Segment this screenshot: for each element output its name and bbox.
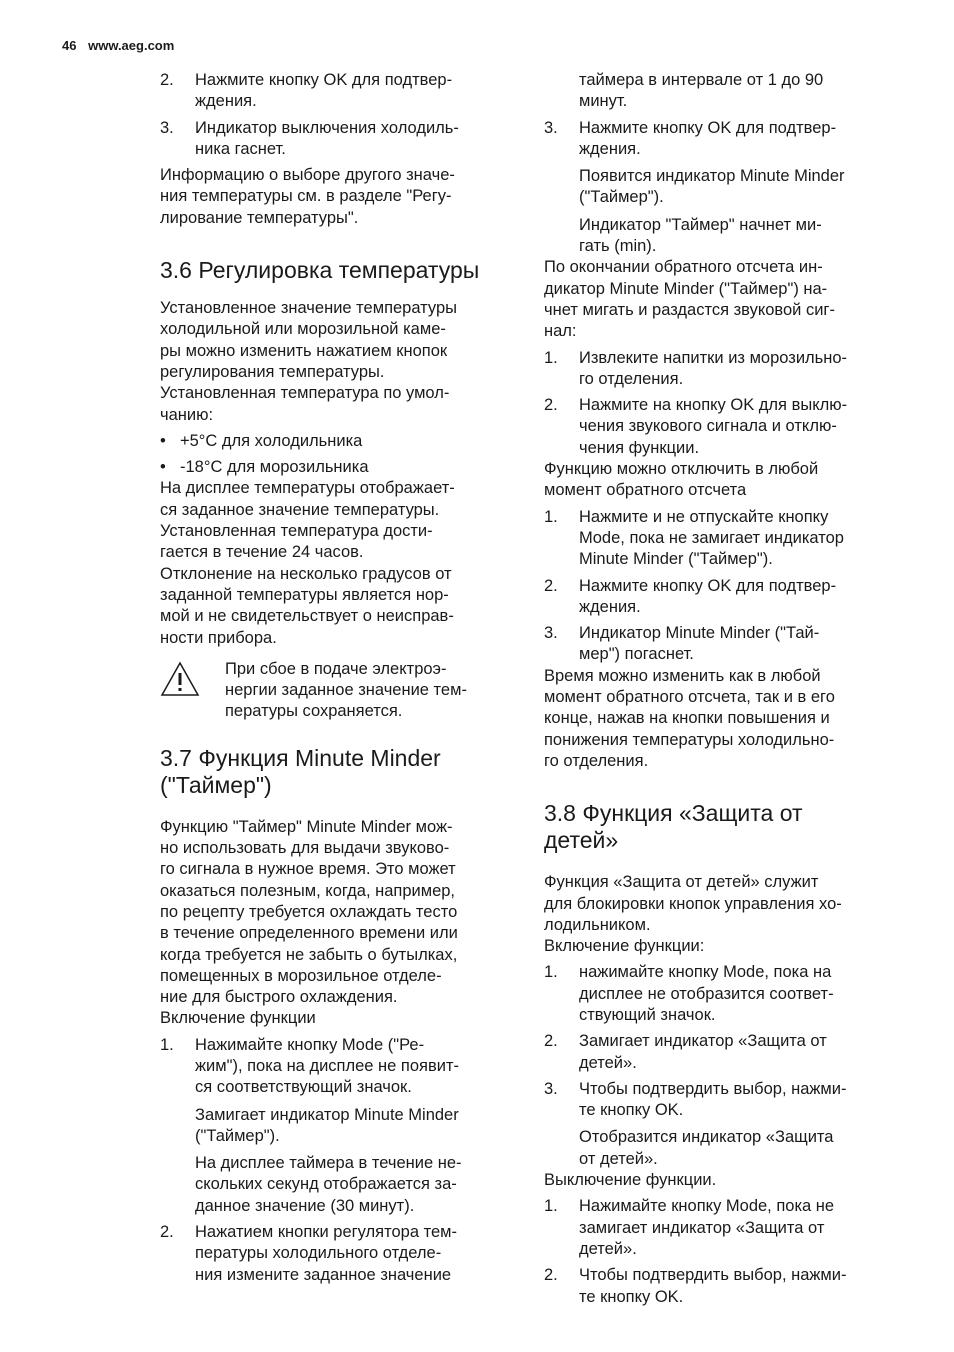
step-number: 3. [544, 1079, 558, 1098]
left-column [160, 70, 518, 1291]
step-number: 1. [544, 507, 558, 526]
paragraph: Время можно изменить как в любой момент обратного отсчета, так и в его конце, нажав на кнопки повышения и понижения температуры холодильно- го отделения. [544, 666, 835, 770]
page-number: 46 [62, 38, 77, 53]
list-item [544, 118, 896, 161]
step-number: 1. [544, 1197, 558, 1216]
step-text: Нажмите кнопку OK для подтвер- ждения. [579, 118, 837, 158]
step-text: Нажмите кнопку OK для подтвер- ждения. [579, 576, 837, 616]
right-column [544, 70, 896, 1313]
step-text: нажимайте кнопку Mode, пока на дисплее не отобразится соответ- ствующий значок. [579, 963, 834, 1024]
step-text: Нажмите и не отпускайте кнопку Mode, пока не замигает индикатор Minute Minder ("Таймер"). [579, 507, 844, 569]
section-heading-3-8 [544, 800, 896, 854]
sub-paragraph: Замигает индикатор Minute Minder ("Таймер"). [195, 1105, 459, 1145]
sub-paragraph: Отобразится индикатор «Защита от детей». [579, 1128, 834, 1168]
step-number: 3. [544, 118, 558, 137]
step-number: 2. [544, 396, 558, 415]
section-number: 3.6 [160, 257, 192, 284]
list-item [544, 1079, 896, 1122]
step-number: 3. [544, 624, 558, 643]
list-item [160, 70, 518, 113]
page-header [62, 38, 174, 53]
list-item [160, 118, 518, 161]
bullet-text: -18°C для морозильника [180, 458, 369, 477]
warning-triangle-icon [160, 661, 200, 697]
step-number: 2. [160, 1223, 174, 1242]
list-item [160, 1035, 518, 1099]
step-text: Нажимайте кнопку Mode ("Ре- жим"), пока на дисплее не появит- ся соответствующий значок. [195, 1035, 459, 1097]
site-url: www.aeg.com [88, 38, 175, 53]
step-text: Нажатием кнопки регулятора тем- пературы холодильного отделе- ния измените заданное значение [195, 1223, 457, 1284]
bullet-icon: • [160, 458, 166, 477]
step-number: 1. [544, 963, 558, 982]
section-heading-3-6 [160, 257, 518, 284]
list-item [160, 457, 518, 478]
sub-paragraph: Индикатор "Таймер" начнет ми- гать (min). [579, 215, 822, 256]
list-item [544, 623, 896, 666]
list-item [544, 1031, 896, 1074]
step-number: 1. [160, 1035, 174, 1054]
paragraph: Информацию о выборе другого значе- ния температуры см. в разделе "Регу- лирование температуры". [160, 166, 455, 227]
section-title: Функция «Защита от детей» [544, 800, 803, 854]
section-number: 3.8 [544, 800, 576, 827]
step-text: Извлеките напитки из морозильно- го отделения. [579, 348, 848, 388]
step-number: 2. [544, 1032, 558, 1051]
step-number: 1. [544, 348, 558, 367]
warning-text: При сбое в подаче электроэ- нергии заданное значение тем- пературы сохраняется. [225, 659, 467, 721]
paragraph: По окончании обратного отсчета ин- дикатор Minute Minder ("Таймер") на- чнет мигать и раздастся звуковой сиг- нал: [544, 258, 835, 341]
step-number: 3. [160, 118, 174, 137]
bullet-text: +5°C для холодильника [180, 431, 363, 450]
list-item [544, 348, 896, 391]
step-number: 2. [160, 71, 174, 89]
step-text: Индикатор Minute Minder ("Тай- мер") погаснет. [579, 624, 820, 664]
bullet-icon: • [160, 431, 166, 450]
list-item [160, 1222, 518, 1286]
sub-paragraph: На дисплее таймера в течение не- скольких секунд отображается за- данное значение (30 минут). [195, 1154, 462, 1215]
step-text: Нажмите кнопку OK для подтвер- ждения. [195, 71, 453, 111]
step-number: 2. [544, 576, 558, 595]
list-item [544, 1265, 896, 1308]
paragraph: Функцию "Таймер" Minute Minder мож- но использовать для выдачи звуково- го сигнала в нужное время. Это может оказаться полезным, когда, например, по рецепту требуется охлаждать тесто в течение определенного времени или когда требуется не забыть о бутылках, помещенных в морозильное отделе- ние для быстрого охлаждения. Включение функции [160, 817, 458, 1028]
list-item [544, 576, 896, 619]
sub-paragraph: Появится индикатор Minute Minder ("Таймер"). [579, 167, 845, 207]
paragraph: Установленное значение температуры холодильной или морозильной каме- ры можно изменить нажатием кнопок регулирования температуры. Установленная температура по умол- чанию: [160, 299, 458, 424]
list-item [544, 507, 896, 571]
step-text: Индикатор выключения холодиль- ника гаснет. [195, 118, 459, 158]
step-text: Замигает индикатор «Защита от детей». [579, 1032, 827, 1072]
section-title: Функция Minute Minder ("Таймер") [160, 744, 441, 798]
paragraph: Функция «Защита от детей» служит для блокировки кнопок управления хо- лодильником. Включение функции: [544, 873, 842, 956]
paragraph: Функцию можно отключить в любой момент обратного отсчета [544, 460, 819, 500]
section-number: 3.7 [160, 744, 192, 771]
section-title: Регулировка температуры [198, 257, 480, 284]
list-item [544, 395, 896, 459]
step-text: Нажмите на кнопку OK для выклю- чения звукового сигнала и отклю- чения функции. [579, 396, 848, 457]
list-item [160, 431, 518, 452]
step-number: 2. [544, 1266, 558, 1285]
step-text: Нажимайте кнопку Mode, пока не замигает индикатор «Защита от детей». [579, 1197, 835, 1258]
step-text: Чтобы подтвердить выбор, нажми- те кнопку OK. [579, 1079, 847, 1120]
paragraph: Выключение функции. [544, 1171, 717, 1190]
list-item [544, 1196, 896, 1260]
paragraph: На дисплее температуры отображает- ся заданное значение температуры. Установленная температура дости- гается в течение 24 часов. Отклонение на несколько градусов от заданной температуры является нор- мой и не свидетельствует о неисправ- ности прибора. [160, 479, 455, 647]
warning-note [160, 659, 518, 723]
section-heading-3-7 [160, 745, 518, 799]
step-text: Чтобы подтвердить выбор, нажми- те кнопку OK. [579, 1266, 847, 1306]
sub-paragraph: таймера в интервале от 1 до 90 минут. [579, 71, 824, 111]
list-item [544, 962, 896, 1026]
